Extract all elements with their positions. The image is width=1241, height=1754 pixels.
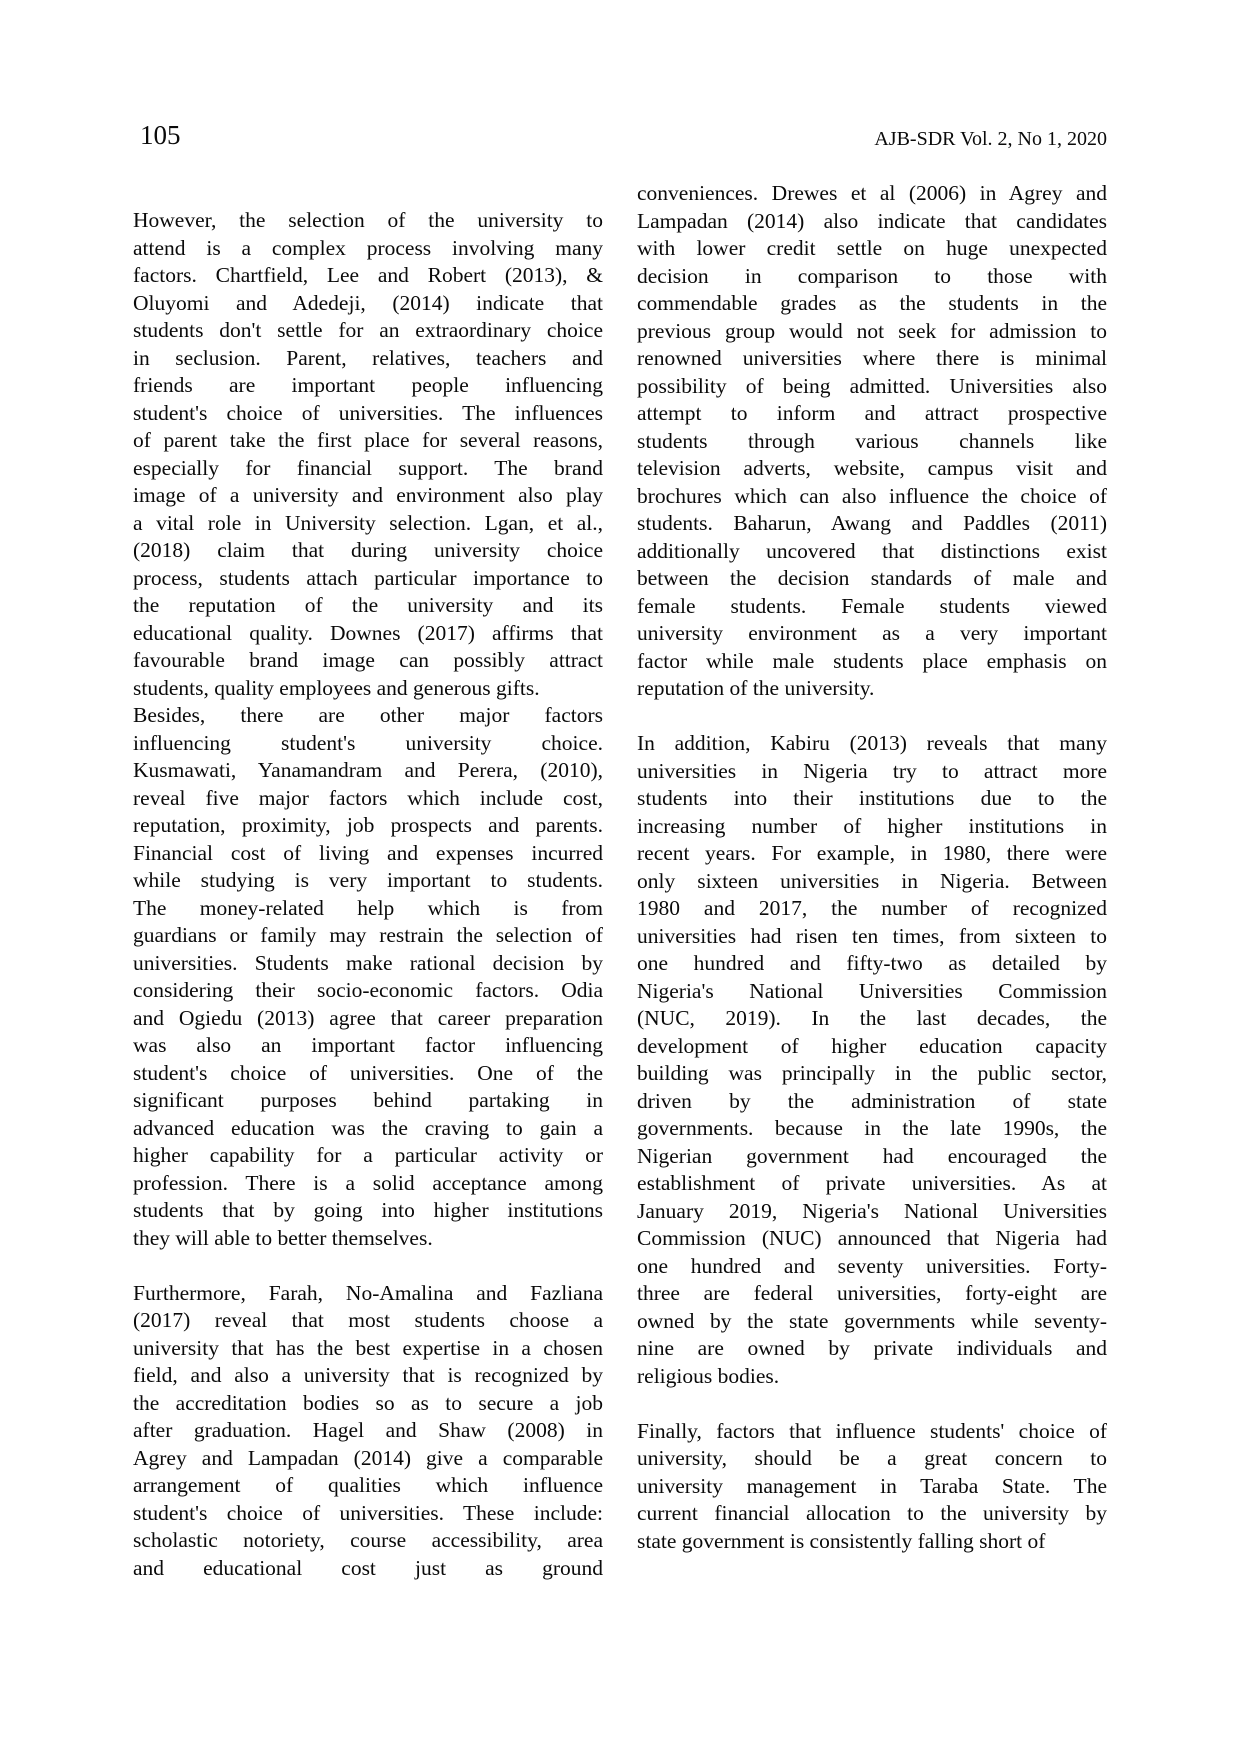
text-line: The money-related help which is from: [133, 895, 603, 920]
text-line: factor while male students place emphasis on: [637, 648, 1107, 673]
text-line: state government is consistently falling short of: [637, 1528, 1046, 1553]
text-line: especially for financial support. The brand: [133, 455, 603, 480]
text-line: students, quality employees and generous gifts.: [133, 675, 540, 700]
text-line: higher capability for a particular activity or: [133, 1143, 603, 1167]
text-line: between the decision standards of male and: [637, 566, 1107, 590]
text-line: building was principally in the public sector,: [637, 1061, 1107, 1085]
text-line: significant purposes behind partaking in: [133, 1088, 603, 1112]
text-line: students. Baharun, Awang and Paddles (2011): [637, 511, 1107, 535]
text-line: recent years. For example, in 1980, there were: [637, 841, 1107, 865]
text-line: Kusmawati, Yanamandram and Perera, (2010),: [133, 758, 603, 782]
text-line: reveal five major factors which include cost,: [133, 785, 603, 810]
text-line: Furthermore, Farah, No-Amalina and Fazliana: [133, 1280, 603, 1305]
text-line: brochures which can also influence the choice of: [637, 483, 1107, 508]
text-line: factors. Chartfield, Lee and Robert (2013), &: [133, 263, 603, 287]
text-line: governments. because in the late 1990s, the: [637, 1116, 1107, 1140]
text-line: (2018) claim that during university choice: [133, 538, 603, 562]
text-line: university management in Taraba State. The: [637, 1473, 1107, 1498]
right-column: [637, 180, 1107, 1555]
text-line: and educational cost just as ground: [133, 1555, 603, 1580]
text-line: Finally, factors that influence students' choice of: [637, 1418, 1107, 1443]
text-line: university that has the best expertise in a chosen: [133, 1335, 603, 1360]
text-line: scholastic notoriety, course accessibility, area: [133, 1528, 603, 1552]
text-line: they will able to better themselves.: [133, 1225, 433, 1250]
text-line: driven by the administration of state: [637, 1088, 1107, 1113]
text-line: January 2019, Nigeria's National Universities: [637, 1198, 1107, 1223]
text-line: considering their socio-economic factors. Odia: [133, 978, 603, 1002]
journal-header: AJB-SDR Vol. 2, No 1, 2020: [874, 128, 1107, 150]
text-line: Oluyomi and Adedeji, (2014) indicate that: [133, 290, 603, 315]
text-line: However, the selection of the university to: [133, 208, 603, 232]
text-line: religious bodies.: [637, 1363, 780, 1388]
text-line: with lower credit settle on huge unexpected: [637, 236, 1107, 260]
text-line: students that by going into higher institutions: [133, 1198, 603, 1222]
text-line: advanced education was the craving to gain a: [133, 1115, 603, 1140]
text-line: Nigeria's National Universities Commission: [637, 978, 1107, 1003]
text-line: previous group would not seek for admission to: [637, 318, 1107, 343]
text-line: reputation, proximity, job prospects and parents.: [133, 813, 603, 837]
text-line: universities. Students make rational decision by: [133, 950, 603, 975]
text-line: educational quality. Downes (2017) affirms that: [133, 620, 603, 645]
text-line: student's choice of universities. One of the: [133, 1060, 603, 1085]
text-line: arrangement of qualities which influence: [133, 1473, 603, 1497]
text-line: Besides, there are other major factors: [133, 703, 603, 727]
paragraph-gap: [133, 1252, 603, 1280]
text-line: after graduation. Hagel and Shaw (2008) in: [133, 1418, 603, 1442]
text-line: (2017) reveal that most students choose a: [133, 1308, 603, 1332]
text-line: additionally uncovered that distinctions exist: [637, 538, 1107, 563]
paragraph: [637, 730, 1107, 1390]
text-line: renowned universities where there is minimal: [637, 346, 1107, 370]
text-line: universities had risen ten times, from sixteen to: [637, 923, 1107, 948]
text-line: students into their institutions due to the: [637, 786, 1107, 810]
text-line: university environment as a very important: [637, 621, 1107, 645]
text-line: in seclusion. Parent, relatives, teachers and: [133, 345, 603, 370]
text-line: Agrey and Lampadan (2014) give a comparable: [133, 1445, 603, 1470]
text-line: Lampadan (2014) also indicate that candidates: [637, 208, 1107, 233]
text-line: influencing student's university choice.: [133, 730, 603, 755]
text-line: profession. There is a solid acceptance among: [133, 1170, 603, 1195]
text-line: process, students attach particular importance to: [133, 565, 603, 590]
paragraph-gap: [637, 1390, 1107, 1418]
text-line: universities in Nigeria try to attract more: [637, 758, 1107, 783]
text-line: student's choice of universities. The influences: [133, 400, 603, 425]
text-line: student's choice of universities. These include:: [133, 1500, 603, 1525]
text-line: students don't settle for an extraordinary choice: [133, 318, 603, 342]
text-line: of parent take the first place for several reasons,: [133, 428, 603, 452]
text-line: field, and also a university that is recognized by: [133, 1363, 603, 1387]
text-line: image of a university and environment also play: [133, 483, 603, 507]
text-line: attempt to inform and attract prospective: [637, 401, 1107, 425]
text-line: one hundred and seventy universities. Forty-: [637, 1253, 1107, 1278]
text-line: In addition, Kabiru (2013) reveals that many: [637, 731, 1107, 755]
text-line: only sixteen universities in Nigeria. Between: [637, 868, 1107, 893]
text-line: possibility of being admitted. Universities also: [637, 373, 1107, 398]
text-line: nine are owned by private individuals and: [637, 1336, 1107, 1360]
text-line: three are federal universities, forty-eight are: [637, 1281, 1107, 1305]
text-line: a vital role in University selection. Lgan, et al.,: [133, 510, 603, 535]
text-line: favourable brand image can possibly attract: [133, 648, 603, 672]
text-line: commendable grades as the students in the: [637, 291, 1107, 315]
text-line: reputation of the university.: [637, 676, 875, 700]
text-line: increasing number of higher institutions in: [637, 813, 1107, 838]
text-line: Commission (NUC) announced that Nigeria had: [637, 1226, 1107, 1250]
text-line: conveniences. Drewes et al (2006) in Agrey and: [637, 181, 1107, 205]
text-line: the accreditation bodies so as to secure a job: [133, 1390, 603, 1415]
text-line: 1980 and 2017, the number of recognized: [637, 896, 1107, 920]
paragraph: [637, 1418, 1107, 1556]
text-line: establishment of private universities. As at: [637, 1171, 1107, 1195]
text-line: female students. Female students viewed: [637, 593, 1107, 618]
page-number: 105: [140, 120, 181, 150]
text-line: while studying is very important to students.: [133, 868, 603, 892]
text-line: decision in comparison to those with: [637, 263, 1107, 288]
text-line: the reputation of the university and its: [133, 593, 603, 617]
text-line: development of higher education capacity: [637, 1033, 1107, 1058]
text-line: and Ogiedu (2013) agree that career preparation: [133, 1005, 603, 1030]
text-line: owned by the state governments while seventy-: [637, 1308, 1107, 1333]
text-line: Financial cost of living and expenses incurred: [133, 840, 603, 865]
text-line: was also an important factor influencing: [133, 1033, 603, 1057]
text-line: current financial allocation to the university by: [637, 1501, 1107, 1525]
left-column: [133, 207, 603, 1582]
paragraph: [133, 207, 603, 702]
paragraph: [133, 1280, 603, 1583]
text-line: (NUC, 2019). In the last decades, the: [637, 1006, 1107, 1030]
text-line: guardians or family may restrain the selection of: [133, 923, 603, 947]
text-line: university, should be a great concern to: [637, 1446, 1107, 1470]
paragraph: [133, 702, 603, 1252]
text-line: one hundred and fifty-two as detailed by: [637, 951, 1107, 975]
paragraph: [637, 180, 1107, 703]
text-line: attend is a complex process involving many: [133, 235, 603, 260]
text-line: friends are important people influencing: [133, 373, 603, 397]
paragraph-gap: [637, 703, 1107, 731]
text-line: students through various channels like: [637, 428, 1107, 453]
text-line: television adverts, website, campus visit and: [637, 456, 1107, 480]
text-line: Nigerian government had encouraged the: [637, 1143, 1107, 1168]
